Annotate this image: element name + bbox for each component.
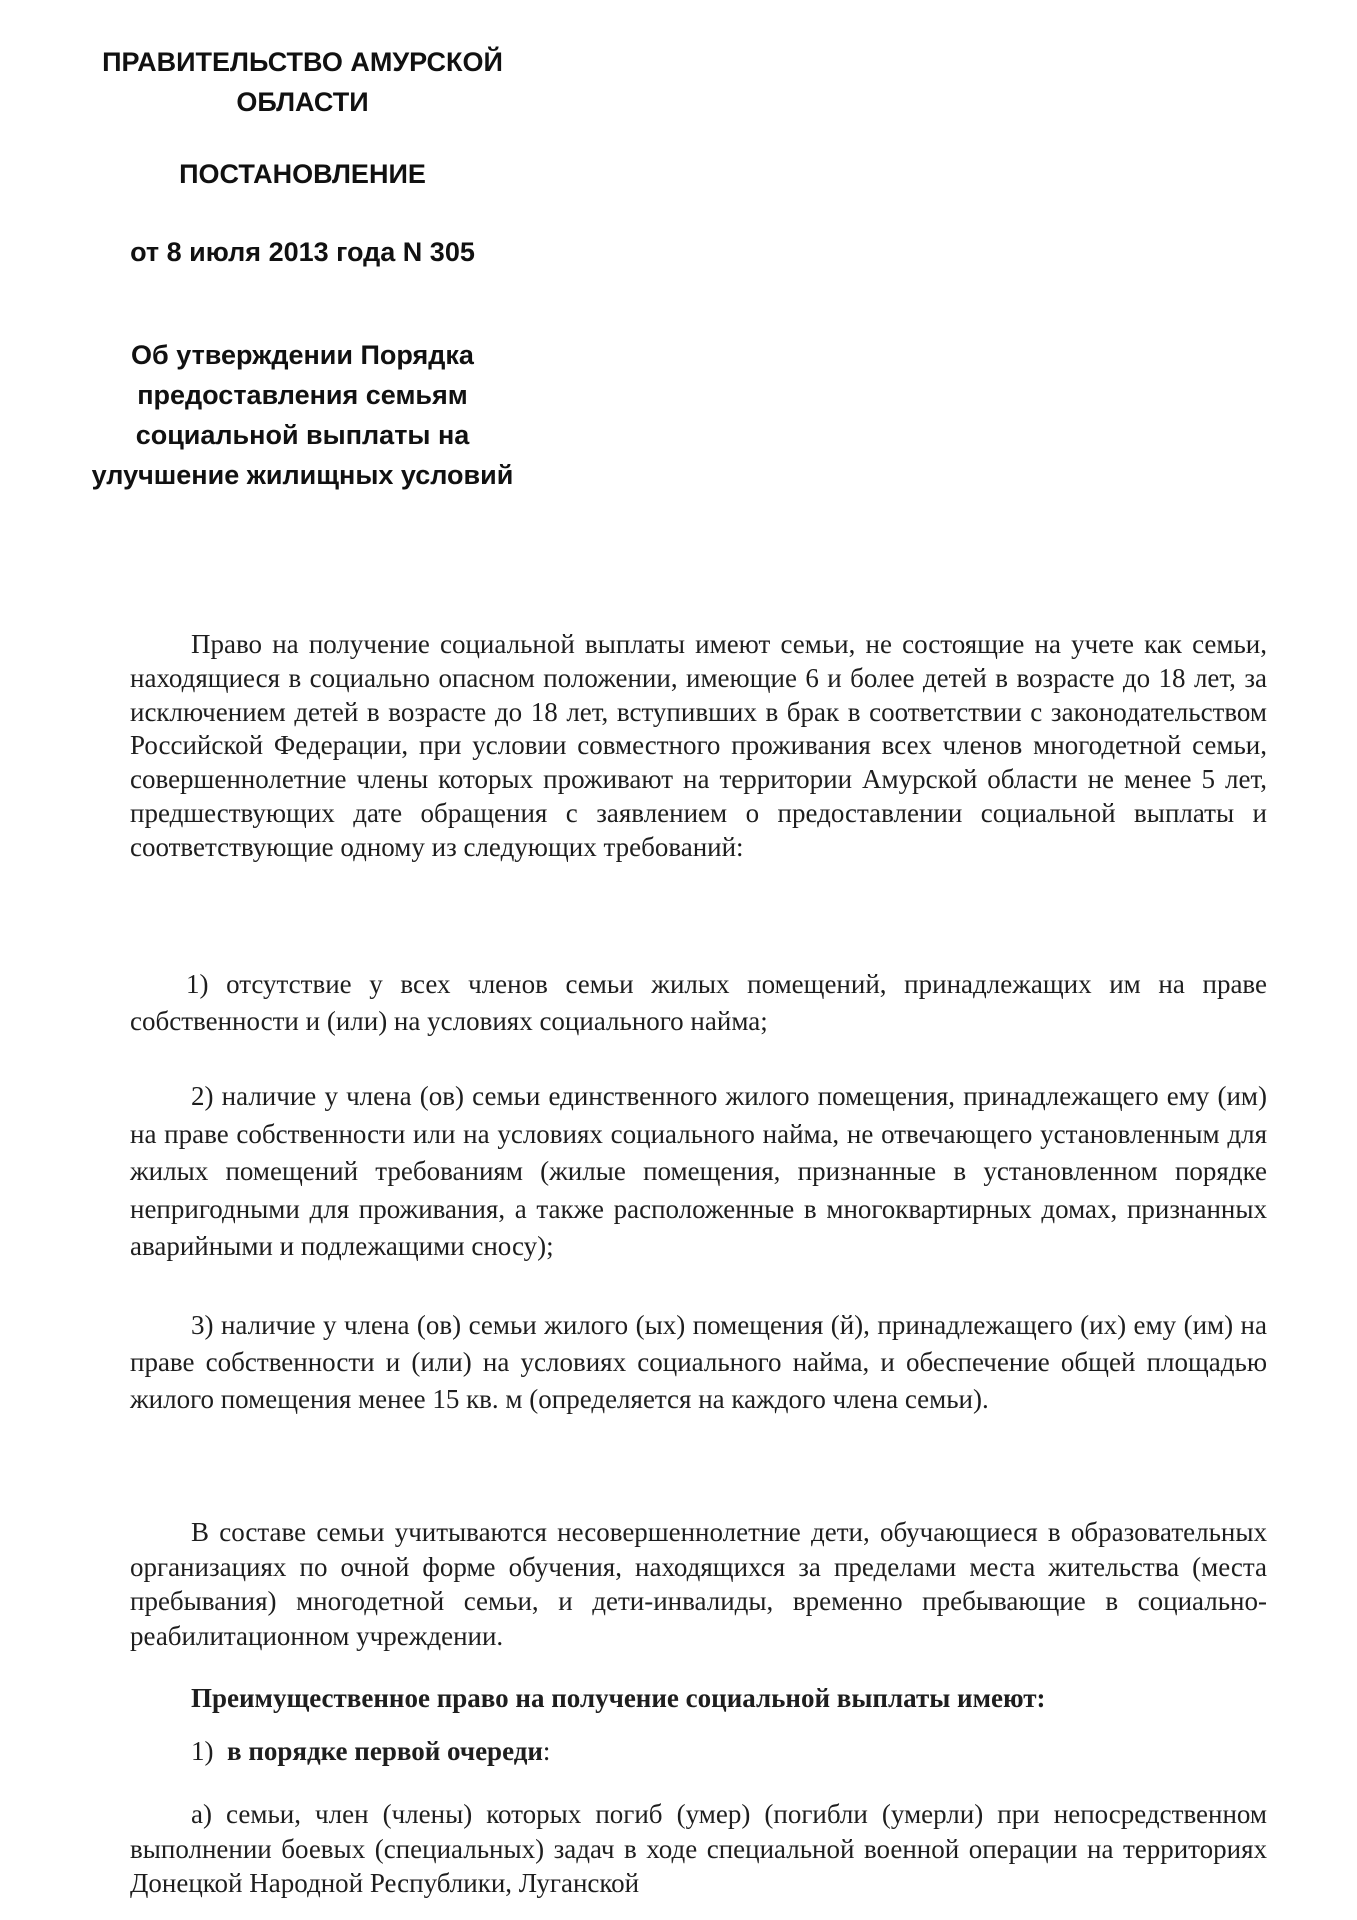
requirement-3-block [130, 1307, 1267, 1418]
document-type: ПОСТАНОВЛЕНИЕ [179, 159, 426, 189]
document-date: от 8 июля 2013 года N 305 [130, 237, 475, 267]
requirement-2: 2) наличие у члена (ов) семьи единственного жилого помещения, принадлежащего ему (им) на праве собственности или на условиях социального найма, не отвечающего установленным для жилых помещений требованиям (жилые помещения, признанные в установленном порядке непригодными для проживания, а также расположенные в многоквартирных домах, признанных аварийными и подлежащими сносу); [130, 1081, 1267, 1261]
document-title-line: социальной выплаты на [135, 420, 470, 450]
intro-paragraph: Право на получение социальной выплаты имеют семьи, не состоящие на учете как семьи, находящиеся в социально опасном положении, имеющие 6 и более детей в возрасте до 18 лет, за исключением детей в возрасте до 18 лет, вступивших в брак в соответствии с законодательством Российской Федерации, при условии совместного проживания всех членов многодетной семьи, совершеннолетние члены которых проживают на территории Амурской области не менее 5 лет, предшествующих дате обращения с заявлением о предоставлении социальной выплаты и соответствующие одному из следующих требований: [130, 629, 1267, 862]
priority-heading: Преимущественное право на получение социальной выплаты имеют: [191, 1683, 1046, 1713]
requirement-1-block [130, 966, 1267, 1040]
document-title-line: предоставления семьям [137, 380, 468, 410]
item-a-block [130, 1797, 1267, 1901]
item-a-paragraph: а) семьи, член (члены) которых погиб (умер) (погибли (умерли) при непосредственном выполнении боевых (специальных) задач в ходе специальной военной операции на территориях Донецкой Народной Республики, Луганской [130, 1799, 1267, 1898]
priority-heading-block [130, 1680, 1267, 1716]
family-composition-block [130, 1515, 1267, 1653]
document-title-line: Об утверждении Порядка [131, 340, 474, 370]
requirement-1: 1) отсутствие у всех членов семьи жилых помещений, принадлежащих им на праве собственности и (или) на условиях социального найма; [130, 969, 1267, 1036]
first-queue-colon: : [542, 1736, 551, 1766]
family-composition-paragraph: В составе семьи учитываются несовершеннолетние дети, обучающиеся в образовательных организациях по очной форме обучения, находящихся за пределами места жительства (места пребывания) многодетной семьи, и дети-инвалиды, временно пребывающие в социально-реабилитационном учреждении. [130, 1517, 1267, 1651]
agency-name [70, 42, 535, 122]
requirement-3: 3) наличие у члена (ов) семьи жилого (ых) помещения (й), принадлежащего (их) ему (им) на праве собственности и (или) на условиях социального найма, и обеспечение общей площадью жилого помещения менее 15 кв. м (определяется на каждого члена семьи). [130, 1310, 1267, 1414]
requirement-2-block [130, 1078, 1267, 1266]
first-queue-line [130, 1733, 1267, 1769]
document-title [70, 335, 535, 495]
first-queue-number: 1) [191, 1736, 214, 1766]
first-queue-label: в порядке первой очереди [227, 1736, 543, 1766]
first-queue-block [130, 1733, 1267, 1769]
agency-name-line: ОБЛАСТИ [236, 87, 369, 117]
intro-paragraph-block [130, 628, 1267, 865]
document-title-line: улучшение жилищных условий [91, 460, 514, 490]
agency-name-line: ПРАВИТЕЛЬСТВО АМУРСКОЙ [102, 47, 503, 77]
